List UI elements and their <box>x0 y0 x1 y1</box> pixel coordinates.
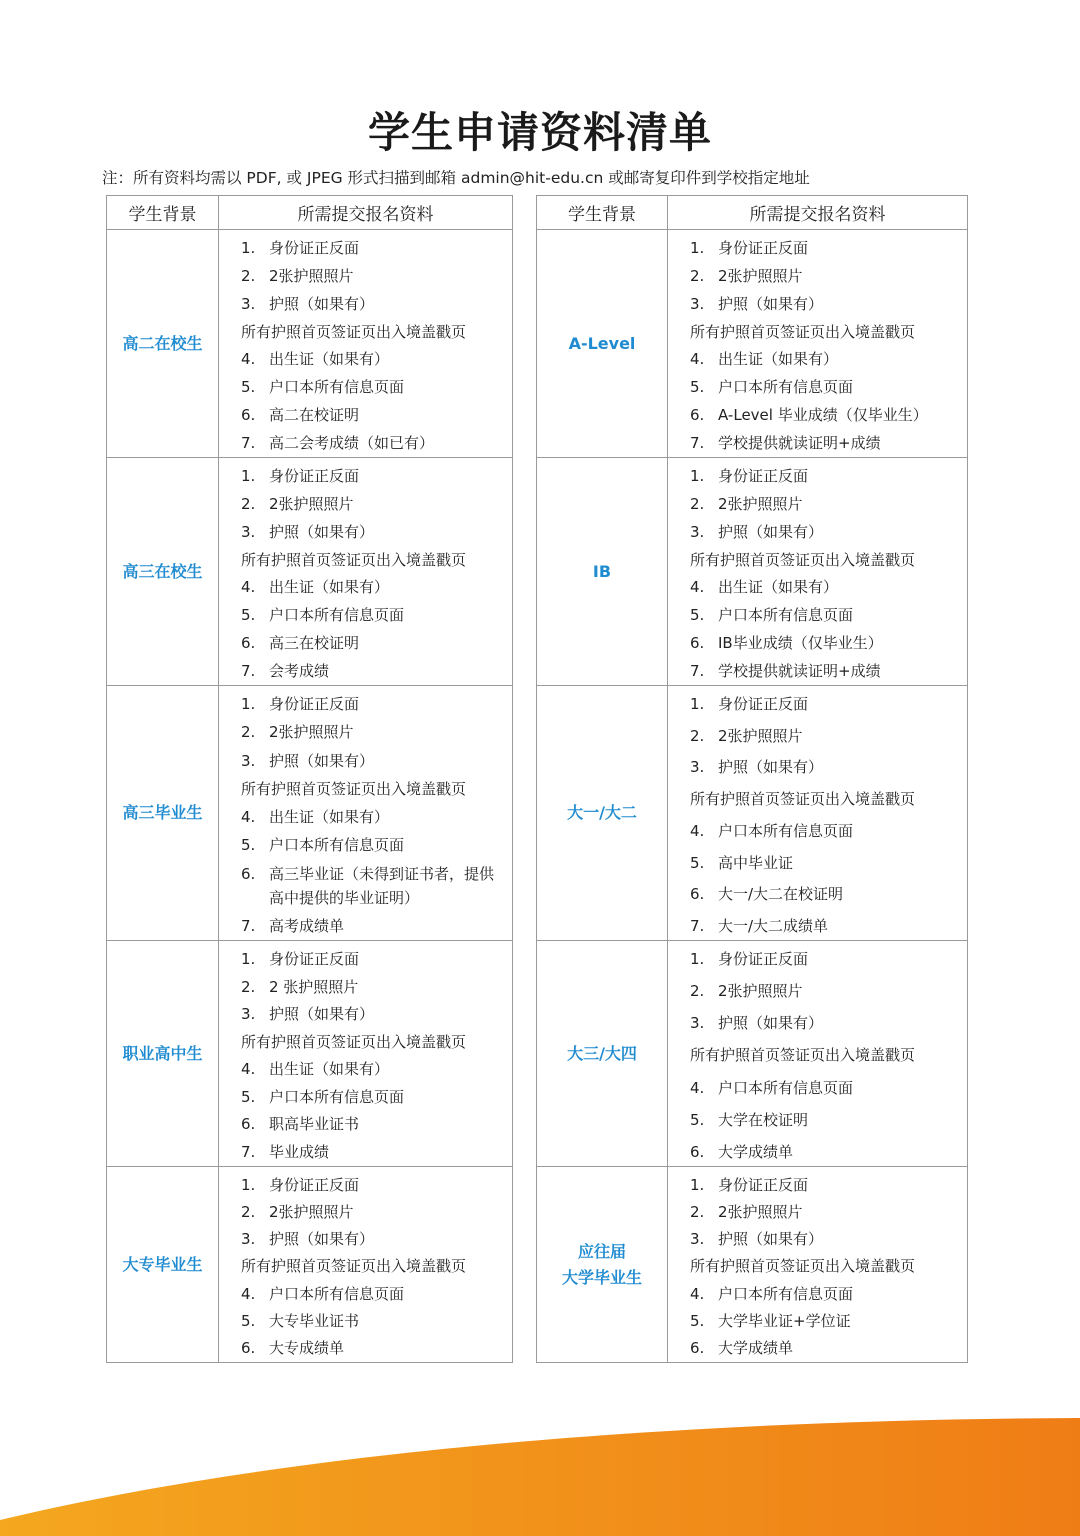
table-row <box>107 230 513 458</box>
list-item <box>241 375 506 399</box>
item-text: 出生证（如果有） <box>718 350 839 369</box>
item-number: 4. <box>241 808 256 827</box>
required-documents <box>668 686 968 941</box>
item-number: 2. <box>690 494 705 513</box>
list-item <box>690 520 961 544</box>
item-text: 户口本所有信息页面 <box>718 1284 854 1303</box>
list-item <box>241 631 506 655</box>
item-text: 2张护照照片 <box>269 494 354 513</box>
item-text: 毕业成绩 <box>269 1142 330 1161</box>
item-number: 1. <box>241 467 256 485</box>
item-number: 1. <box>241 950 256 968</box>
item-text: 高二会考成绩（如已有） <box>269 433 435 452</box>
item-number: 6. <box>241 406 256 425</box>
item-number: 5. <box>690 606 705 625</box>
item-number: 4. <box>690 1284 705 1303</box>
item-text: 2张护照照片 <box>269 723 354 742</box>
item-number: 4. <box>241 1284 256 1303</box>
requirements-table-left <box>106 195 513 1363</box>
item-text: 2张护照照片 <box>269 1203 354 1222</box>
item-number: 1. <box>241 239 256 257</box>
list-item <box>690 347 961 371</box>
header-background: 学生背景 <box>537 196 668 230</box>
page-title: 学生申请资料清单 <box>367 108 712 157</box>
list-item <box>690 548 961 572</box>
list-item <box>241 1173 506 1197</box>
item-text: 所有护照首页签证页出入境盖戳页 <box>690 1046 916 1065</box>
list-item <box>241 292 506 316</box>
item-text: 身份证正反面 <box>269 467 360 485</box>
list-item <box>690 603 961 627</box>
item-number: 3. <box>690 294 705 313</box>
item-number: 6. <box>241 1115 256 1134</box>
item-text: A-Level 毕业成绩（仅毕业生） <box>718 406 928 425</box>
item-number: 1. <box>690 1176 705 1194</box>
item-text: 户口本所有信息页面 <box>269 1284 405 1303</box>
document-list <box>668 686 967 940</box>
item-number: 2. <box>241 1203 256 1222</box>
item-text: 护照（如果有） <box>269 1230 375 1249</box>
item-text: 户口本所有信息页面 <box>269 836 405 855</box>
item-number: 7. <box>241 916 256 935</box>
table-row <box>537 941 968 1167</box>
item-number: 4. <box>690 1078 705 1097</box>
item-number: 7. <box>241 1142 256 1161</box>
header-documents: 所需提交报名资料 <box>219 196 513 230</box>
table-row <box>537 458 968 686</box>
document-list <box>219 686 512 940</box>
item-text: 2张护照照片 <box>718 494 803 513</box>
item-text: 护照（如果有） <box>718 758 824 777</box>
list-item <box>241 575 506 599</box>
item-text: 身份证正反面 <box>269 239 360 257</box>
student-background: 大专毕业生 <box>107 1167 219 1363</box>
item-number: 2. <box>690 726 705 745</box>
item-number: 2. <box>241 266 256 285</box>
list-item <box>690 1336 961 1360</box>
item-number: 1. <box>690 467 705 485</box>
list-item <box>241 833 506 857</box>
list-item <box>241 914 506 938</box>
item-text: 2张护照照片 <box>718 982 803 1001</box>
list-item <box>690 914 961 938</box>
required-documents <box>219 941 513 1167</box>
item-text: 身份证正反面 <box>718 1176 809 1194</box>
list-item <box>690 851 961 875</box>
list-item <box>241 236 506 260</box>
item-number: 7. <box>690 661 705 680</box>
list-item <box>241 548 506 572</box>
document-list <box>668 941 967 1166</box>
item-text: 大专成绩单 <box>269 1338 345 1357</box>
table-row <box>107 1167 513 1363</box>
item-number: 1. <box>690 695 705 713</box>
item-text: 身份证正反面 <box>718 950 809 968</box>
item-number: 2. <box>241 494 256 513</box>
item-text: 大一/大二成绩单 <box>718 916 829 935</box>
list-item <box>690 1309 961 1333</box>
item-number: 1. <box>690 950 705 968</box>
item-text: 所有护照首页签证页出入境盖戳页 <box>690 550 916 569</box>
item-number: 3. <box>241 1230 256 1249</box>
list-item <box>241 320 506 344</box>
item-number: 6. <box>241 1338 256 1357</box>
list-item <box>241 692 506 716</box>
item-number: 7. <box>241 433 256 452</box>
document-list <box>219 458 512 685</box>
item-text: 身份证正反面 <box>718 239 809 257</box>
list-item <box>241 1200 506 1224</box>
table-row <box>537 1167 968 1363</box>
requirements-table-right <box>536 195 968 1363</box>
item-number: 5. <box>241 378 256 397</box>
item-number: 3. <box>241 1005 256 1024</box>
item-text: 户口本所有信息页面 <box>269 606 405 625</box>
item-text: 护照（如果有） <box>718 1014 824 1033</box>
list-item <box>690 631 961 655</box>
item-text: 所有护照首页签证页出入境盖戳页 <box>690 322 916 341</box>
item-text: 2张护照照片 <box>718 1203 803 1222</box>
list-item <box>690 264 961 288</box>
item-number: 7. <box>690 433 705 452</box>
item-text: 户口本所有信息页面 <box>718 378 854 397</box>
item-number: 6. <box>690 634 705 653</box>
item-number: 5. <box>241 606 256 625</box>
list-item <box>241 720 506 744</box>
student-background: A-Level <box>537 230 668 458</box>
item-number: 6. <box>690 1142 705 1161</box>
list-item <box>241 1085 506 1109</box>
item-number: 4. <box>241 350 256 369</box>
item-text: 所有护照首页签证页出入境盖戳页 <box>241 322 467 341</box>
item-number: 5. <box>241 1311 256 1330</box>
item-text: 所有护照首页签证页出入境盖戳页 <box>241 1257 467 1276</box>
item-text: 所有护照首页签证页出入境盖戳页 <box>241 779 467 798</box>
item-number: 3. <box>241 751 256 770</box>
student-background: 高三毕业生 <box>107 686 219 941</box>
table-row <box>537 230 968 458</box>
item-text: IB毕业成绩（仅毕业生） <box>718 634 883 653</box>
item-text: 所有护照首页签证页出入境盖戳页 <box>241 550 467 569</box>
item-text: 身份证正反面 <box>269 950 360 968</box>
item-text: 大学在校证明 <box>718 1110 809 1129</box>
required-documents <box>219 686 513 941</box>
item-text: 高二在校证明 <box>269 406 360 425</box>
list-item <box>690 1011 961 1035</box>
item-text: 户口本所有信息页面 <box>718 606 854 625</box>
item-text: 户口本所有信息页面 <box>269 1087 405 1106</box>
item-number: 1. <box>241 1176 256 1194</box>
student-background: 高三在校生 <box>107 458 219 686</box>
list-item <box>241 1282 506 1306</box>
item-number: 7. <box>690 916 705 935</box>
list-item <box>241 1309 506 1333</box>
list-item <box>690 882 961 906</box>
item-number: 5. <box>690 1311 705 1330</box>
item-text: 所有护照首页签证页出入境盖戳页 <box>241 1032 467 1051</box>
item-text: 户口本所有信息页面 <box>269 378 405 397</box>
document-list <box>219 1167 512 1362</box>
item-number: 5. <box>241 1087 256 1106</box>
list-item <box>690 947 961 971</box>
item-text: 大学成绩单 <box>718 1142 794 1161</box>
item-text: 出生证（如果有） <box>269 578 390 597</box>
decorative-orange-wave <box>0 1380 1080 1536</box>
item-text: 学校提供就读证明+成绩 <box>718 433 881 452</box>
item-number: 6. <box>690 1338 705 1357</box>
document-list <box>668 230 967 457</box>
item-text: 2张护照照片 <box>718 266 803 285</box>
list-item <box>690 320 961 344</box>
item-number: 2. <box>690 982 705 1001</box>
item-text: 会考成绩 <box>269 661 330 680</box>
item-text: 出生证（如果有） <box>718 578 839 597</box>
item-number: 3. <box>241 522 256 541</box>
list-item <box>690 1227 961 1251</box>
item-text: 2张护照照片 <box>718 726 803 745</box>
item-number: 6. <box>690 406 705 425</box>
list-item <box>241 603 506 627</box>
list-item <box>690 1076 961 1100</box>
list-item <box>690 375 961 399</box>
list-item <box>690 403 961 427</box>
item-text: 护照（如果有） <box>269 522 375 541</box>
list-item <box>241 805 506 829</box>
list-item <box>690 492 961 516</box>
list-item <box>241 1254 506 1278</box>
item-text: 出生证（如果有） <box>269 350 390 369</box>
list-item <box>690 659 961 683</box>
list-item <box>241 1140 506 1164</box>
list-item <box>241 264 506 288</box>
document-list <box>668 1167 967 1362</box>
item-number: 2. <box>690 266 705 285</box>
item-text: 大学毕业证+学位证 <box>718 1311 851 1330</box>
item-text: 身份证正反面 <box>718 695 809 713</box>
item-number: 3. <box>241 294 256 313</box>
list-item <box>690 1200 961 1224</box>
list-item <box>241 659 506 683</box>
item-number: 6. <box>690 885 705 904</box>
item-number: 4. <box>690 578 705 597</box>
item-number: 3. <box>690 1014 705 1033</box>
list-item <box>241 492 506 516</box>
list-item <box>690 1254 961 1278</box>
item-number: 3. <box>690 1230 705 1249</box>
table-row <box>107 686 513 941</box>
table-row <box>537 686 968 941</box>
student-background: 大三/大四 <box>537 941 668 1167</box>
list-item <box>241 403 506 427</box>
required-documents <box>668 941 968 1167</box>
item-text: 护照（如果有） <box>269 751 375 770</box>
item-text: 高三毕业证（未得到证书者，提供高中提供的毕业证明） <box>269 864 495 907</box>
item-text: 户口本所有信息页面 <box>718 821 854 840</box>
item-text: 护照（如果有） <box>718 522 824 541</box>
item-text: 户口本所有信息页面 <box>718 1078 854 1097</box>
list-item <box>690 755 961 779</box>
item-text: 大一/大二在校证明 <box>718 885 844 904</box>
item-text: 所有护照首页签证页出入境盖戳页 <box>690 790 916 809</box>
student-background: 职业高中生 <box>107 941 219 1167</box>
item-text: 所有护照首页签证页出入境盖戳页 <box>690 1257 916 1276</box>
list-item <box>241 1030 506 1054</box>
header-documents: 所需提交报名资料 <box>668 196 968 230</box>
list-item <box>241 1336 506 1360</box>
list-item <box>690 575 961 599</box>
item-text: 高考成绩单 <box>269 916 345 935</box>
item-text: 学校提供就读证明+成绩 <box>718 661 881 680</box>
list-item <box>241 777 506 801</box>
item-number: 4. <box>241 578 256 597</box>
required-documents <box>219 1167 513 1363</box>
item-number: 6. <box>241 634 256 653</box>
required-documents <box>219 458 513 686</box>
list-item <box>690 724 961 748</box>
item-text: 护照（如果有） <box>718 1230 824 1249</box>
list-item <box>241 520 506 544</box>
list-item <box>241 975 506 999</box>
document-list <box>219 941 512 1166</box>
student-background: 应往届 大学毕业生 <box>537 1167 668 1363</box>
required-documents <box>668 458 968 686</box>
list-item <box>241 749 506 773</box>
submission-note: 注：所有资料均需以 PDF, 或 JPEG 形式扫描到邮箱 admin@hit-edu.cn 或邮寄复印件到学校指定地址 <box>102 169 810 187</box>
item-number: 5. <box>690 1110 705 1129</box>
item-text: 护照（如果有） <box>269 1005 375 1024</box>
item-number: 4. <box>241 1060 256 1079</box>
list-item <box>690 1140 961 1164</box>
list-item <box>690 464 961 488</box>
item-text: 高中毕业证 <box>718 853 794 872</box>
item-number: 3. <box>690 522 705 541</box>
item-text: 高三在校证明 <box>269 634 360 653</box>
list-item <box>690 692 961 716</box>
list-item <box>241 464 506 488</box>
item-text: 大学成绩单 <box>718 1338 794 1357</box>
item-text: 2 张护照照片 <box>269 977 359 996</box>
document-list <box>668 458 967 685</box>
table-header-row <box>107 196 513 230</box>
item-number: 2. <box>241 723 256 742</box>
item-number: 6. <box>241 864 256 883</box>
item-text: 大专毕业证书 <box>269 1311 360 1330</box>
list-item <box>241 862 506 910</box>
list-item <box>241 347 506 371</box>
list-item <box>690 819 961 843</box>
list-item <box>241 1227 506 1251</box>
list-item <box>241 431 506 455</box>
item-text: 出生证（如果有） <box>269 808 390 827</box>
list-item <box>241 1002 506 1026</box>
item-number: 5. <box>690 853 705 872</box>
document-list <box>219 230 512 457</box>
item-text: 身份证正反面 <box>269 1176 360 1194</box>
list-item <box>690 236 961 260</box>
list-item <box>690 1282 961 1306</box>
header-background: 学生背景 <box>107 196 219 230</box>
table-row <box>107 941 513 1167</box>
item-number: 5. <box>241 836 256 855</box>
item-number: 7. <box>241 661 256 680</box>
list-item <box>241 1112 506 1136</box>
item-text: 出生证（如果有） <box>269 1060 390 1079</box>
item-number: 2. <box>241 977 256 996</box>
list-item <box>690 1173 961 1197</box>
list-item <box>690 431 961 455</box>
list-item <box>241 947 506 971</box>
table-header-row <box>537 196 968 230</box>
item-number: 4. <box>690 350 705 369</box>
item-text: 身份证正反面 <box>269 695 360 713</box>
item-text: 2张护照照片 <box>269 266 354 285</box>
item-number: 2. <box>690 1203 705 1222</box>
required-documents <box>668 230 968 458</box>
student-background: 高二在校生 <box>107 230 219 458</box>
item-number: 3. <box>690 758 705 777</box>
list-item <box>690 292 961 316</box>
item-number: 5. <box>690 378 705 397</box>
list-item <box>690 1108 961 1132</box>
item-number: 4. <box>690 821 705 840</box>
item-text: 护照（如果有） <box>718 294 824 313</box>
list-item <box>690 787 961 811</box>
item-text: 身份证正反面 <box>718 467 809 485</box>
item-text: 职高毕业证书 <box>269 1115 360 1134</box>
required-documents <box>219 230 513 458</box>
student-background: IB <box>537 458 668 686</box>
table-row <box>107 458 513 686</box>
list-item <box>241 1057 506 1081</box>
item-number: 1. <box>241 695 256 713</box>
student-background: 大一/大二 <box>537 686 668 941</box>
item-text: 护照（如果有） <box>269 294 375 313</box>
list-item <box>690 979 961 1003</box>
item-number: 1. <box>690 239 705 257</box>
required-documents <box>668 1167 968 1363</box>
list-item <box>690 1043 961 1067</box>
